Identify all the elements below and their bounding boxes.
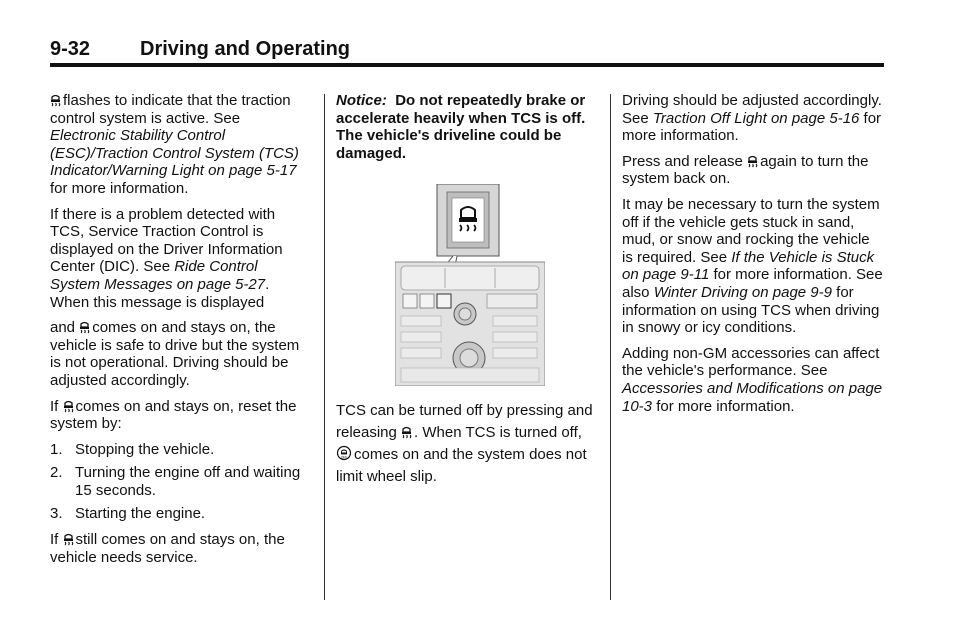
page-number: 9-32 — [50, 38, 91, 60]
text: Driving should be adjusted accordingly. See — [622, 92, 882, 127]
step-number: 1. — [50, 440, 63, 458]
text: comes on and stays on, the vehicle is safe to drive but the system is not operational. Driving should be adjusted accordingly. — [50, 319, 300, 389]
paragraph — [336, 400, 598, 488]
svg-text:OFF: OFF — [340, 455, 348, 460]
text: comes on and stays on, reset the system by: — [50, 397, 297, 433]
text: If — [50, 531, 63, 549]
column-divider — [324, 94, 325, 600]
text: If — [50, 397, 63, 415]
paragraph — [50, 531, 310, 566]
text: comes on and the system does not limit wheel slip. — [336, 446, 587, 486]
column-3 — [622, 92, 884, 423]
text: again to turn the system back on. — [622, 152, 869, 188]
text: Press and release — [622, 152, 748, 170]
text: Adding non-GM accessories can affect the vehicle's performance. See — [622, 344, 880, 380]
traction-control-icon — [747, 154, 758, 168]
section-title: Driving and Operating — [140, 38, 351, 60]
traction-control-icon — [63, 399, 74, 413]
control-panel-drawing — [395, 184, 545, 386]
step-text: Turning the engine off and waiting 15 seconds. — [75, 464, 301, 499]
column-2 — [336, 92, 598, 496]
text: TCS can be turned off by pressing and releasing — [336, 402, 593, 442]
column-1 — [50, 92, 310, 574]
header-rule — [50, 63, 884, 67]
cross-reference-link[interactable]: Electronic Stability Control (ESC)/Traction Control System (TCS) Indicator/Warning Light on page 5-17 — [50, 127, 299, 180]
cross-reference-link[interactable]: If the Vehicle is Stuck on page 9-11 — [622, 248, 875, 284]
paragraph — [50, 398, 310, 433]
text: and — [50, 319, 80, 337]
text: for more information. See also — [622, 266, 883, 301]
text: for more information. — [652, 397, 795, 415]
paragraph — [622, 345, 884, 415]
paragraph — [622, 153, 884, 188]
cross-reference-link[interactable]: Ride Control System Messages on page 5-27 — [50, 258, 266, 293]
traction-control-icon — [50, 93, 61, 107]
traction-control-icon — [401, 425, 412, 439]
paragraph — [622, 92, 884, 145]
page-header — [50, 38, 884, 64]
column-divider — [610, 94, 611, 600]
text: . When this message is displayed — [50, 275, 270, 311]
text: for more information. — [622, 109, 882, 145]
paragraph — [50, 206, 310, 312]
text: still comes on and stays on, the vehicle needs service. — [50, 531, 285, 566]
traction-control-icon — [63, 532, 74, 546]
traction-off-icon — [336, 444, 352, 461]
text: for more information. — [50, 179, 189, 197]
cross-reference-link[interactable]: Winter Driving on page 9-9 — [653, 283, 832, 301]
list-item — [50, 505, 310, 523]
text: It may be necessary to turn the system off if the vehicle gets stuck in sand, mud, or snow and rocking the vehicle is required. See — [622, 195, 880, 266]
list-item — [50, 441, 310, 459]
paragraph — [50, 319, 310, 389]
cross-reference-link[interactable]: Traction Off Light on page 5-16 — [652, 109, 860, 127]
text: If there is a problem detected with TCS, Service Traction Control is displayed on the Driver Information Center (DIC). See — [50, 205, 283, 276]
cross-reference-link[interactable]: Accessories and Modifications on page 10-3 — [622, 379, 883, 415]
paragraph — [622, 196, 884, 337]
text: . When TCS is turned off, — [414, 424, 582, 442]
step-number: 2. — [50, 464, 63, 482]
tcs-button-illustration — [395, 184, 545, 386]
text: flashes to indicate that the traction control system is active. See — [50, 92, 291, 127]
step-number: 3. — [50, 505, 63, 523]
notice-text: Do not repeatedly brake or accelerate heavily when TCS is off. The vehicle's driveline could be damaged. — [336, 92, 586, 162]
step-text: Stopping the vehicle. — [75, 440, 215, 458]
notice-label: Notice: — [336, 92, 387, 109]
text: for information on using TCS when driving in snowy or icy conditions. — [622, 283, 880, 337]
paragraph — [50, 92, 310, 198]
step-text: Starting the engine. — [75, 505, 206, 523]
notice — [336, 92, 598, 162]
traction-control-icon — [79, 320, 90, 334]
steps-list — [50, 441, 310, 523]
list-item — [50, 464, 310, 499]
